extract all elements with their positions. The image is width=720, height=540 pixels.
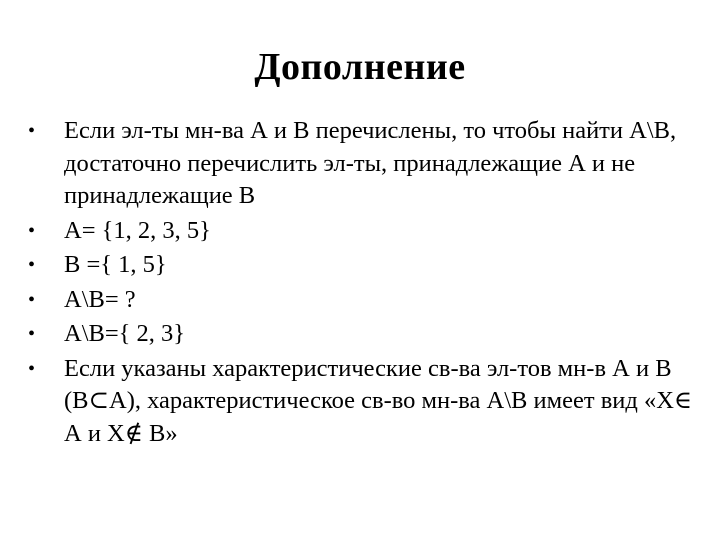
bullet-icon: • — [28, 254, 36, 276]
bullet-text: Если эл-ты мн-ва А и В перечислены, то чтобы найти А\В, достаточно перечислить эл-ты, принадлежащие А и не принадлежащие В — [64, 117, 677, 209]
bullet-icon: • — [28, 219, 36, 242]
bullet-item-property-rule — [28, 353, 698, 451]
bullet-item-answer — [28, 318, 698, 351]
bullet-item-question — [28, 284, 698, 317]
bullet-text: А= {1, 2, 3, 5} — [64, 216, 211, 244]
bullet-text: А\В= ? — [64, 285, 136, 313]
bullet-item-listing-rule — [28, 115, 698, 213]
bullet-icon: • — [28, 120, 36, 142]
slide-title: Дополнение — [254, 46, 466, 88]
bullet-icon: • — [28, 288, 36, 311]
bullet-text: В ={ 1, 5} — [64, 251, 167, 278]
bullet-item-set-a — [28, 215, 698, 248]
bullet-icon: • — [28, 323, 36, 345]
bullet-icon: • — [28, 357, 36, 380]
bullet-list — [28, 115, 698, 452]
bullet-text: Если указаны характеристические св-ва эл-тов мн-в А и В (В⊂А), характеристическое св-во мн-ва А\В имеет вид «Х∈ А и Х∉ В» — [64, 354, 693, 447]
bullet-text: А\В={ 2, 3} — [64, 320, 186, 347]
bullet-item-set-b — [28, 249, 698, 282]
